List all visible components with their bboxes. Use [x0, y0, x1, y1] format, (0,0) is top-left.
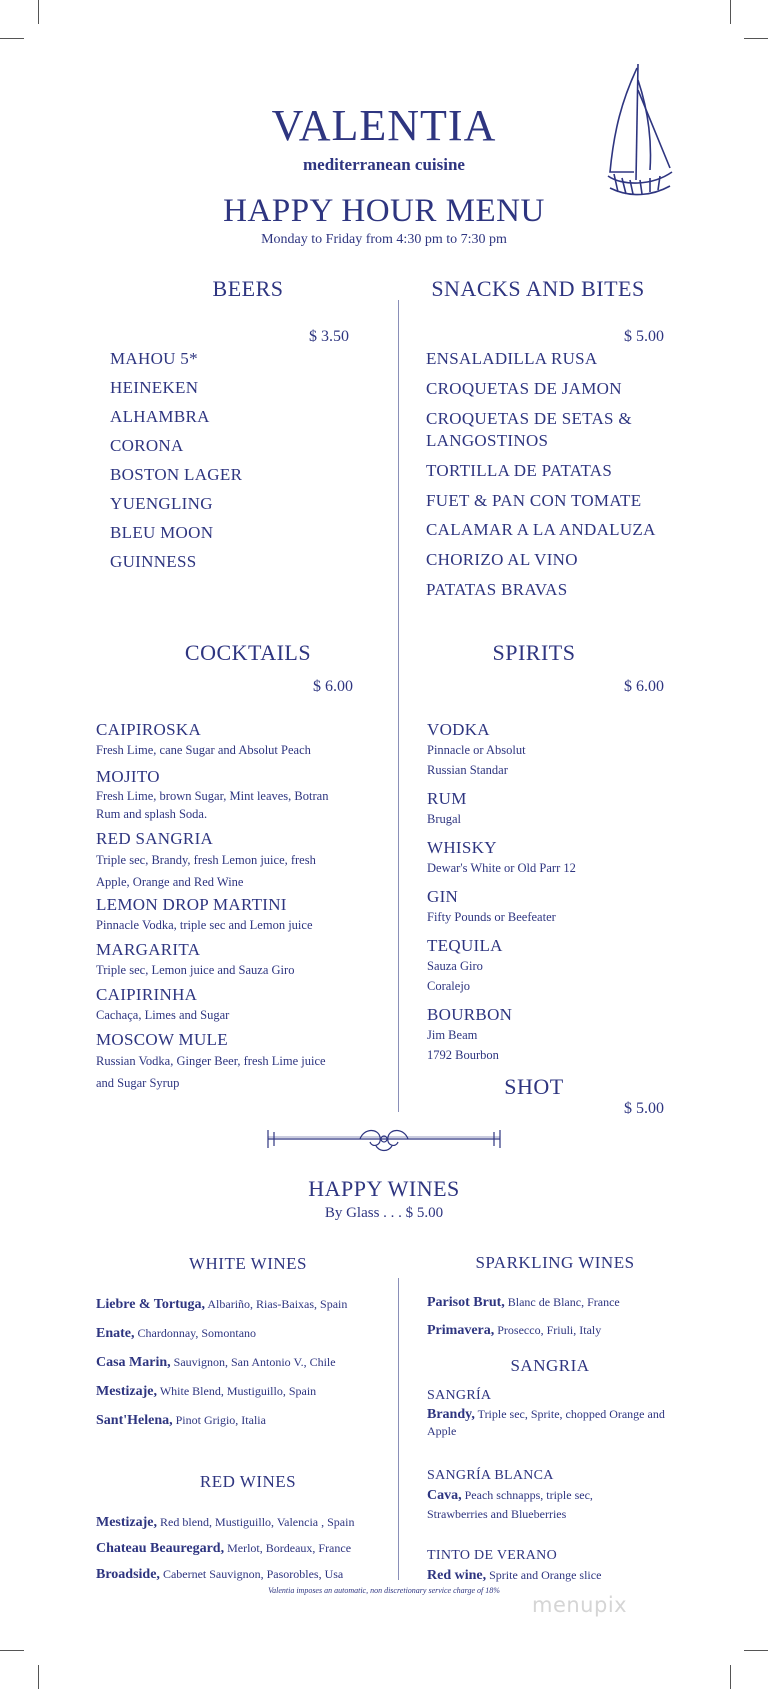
spirit-name: TEQUILA [427, 936, 503, 955]
cocktail-name: RED SANGRIA [96, 829, 214, 848]
cocktail-name: LEMON DROP MARTINI [96, 895, 287, 914]
wine-desc: Cabernet Sauvignon, Pasorobles, Usa [162, 1567, 344, 1581]
cocktail-desc: and Sugar Syrup [96, 1076, 180, 1090]
sangria-list [427, 1386, 677, 1585]
spirit-desc: Jim Beam [427, 1028, 478, 1042]
list-item [427, 936, 667, 996]
list-item [96, 1514, 396, 1540]
list-item [96, 895, 391, 935]
wine-name: Mestizaje, [96, 1384, 158, 1399]
snacks-heading: SNACKS AND BITES [431, 276, 645, 301]
list-item [427, 1386, 677, 1466]
list-item: PATATAS BRAVAS [426, 580, 568, 599]
wine-name: Broadside, [96, 1567, 160, 1582]
red-wines-heading: RED WINES [199, 1472, 297, 1491]
sangria-name: SANGRÍA BLANCA [427, 1468, 554, 1483]
wine-desc: Prosecco, Friuli, Italy [497, 1323, 602, 1337]
white-wines-heading: WHITE WINES [188, 1254, 308, 1273]
wine-desc: Blanc de Blanc, France [507, 1295, 620, 1309]
wine-name: Parisot Brut, [427, 1295, 505, 1310]
list-item [96, 1325, 396, 1354]
shot-price: $ 5.00 [624, 1100, 664, 1117]
list-item: FUET & PAN CON TOMATE [426, 491, 642, 510]
list-item [96, 1354, 396, 1383]
cocktail-desc: Russian Vodka, Ginger Beer, fresh Lime juice [96, 1054, 326, 1068]
cocktail-desc: Rum and splash Soda. [96, 807, 208, 821]
wine-name: Primavera, [427, 1323, 495, 1338]
spirit-desc: Dewar's White or Old Parr 12 [427, 861, 576, 875]
column-divider [398, 300, 399, 1112]
list-item [427, 838, 667, 878]
column-divider [398, 1278, 399, 1580]
sangria-desc: Strawberries and Blueberries [427, 1507, 567, 1521]
crop-mark [730, 1665, 731, 1689]
sangria-desc: Sprite and Orange slice [489, 1568, 602, 1582]
cocktail-desc: Cachaça, Limes and Sugar [96, 1008, 230, 1022]
list-item: CALAMAR A LA ANDALUZA [426, 520, 656, 539]
list-item [96, 1030, 391, 1094]
cocktail-name: MOSCOW MULE [96, 1030, 228, 1049]
snacks-list [426, 348, 656, 609]
crop-mark [38, 1665, 39, 1689]
crop-mark [38, 0, 39, 24]
list-item: CORONA [110, 436, 184, 455]
spirit-desc: Coralejo [427, 979, 471, 993]
sangria-base: Red wine, [427, 1568, 487, 1583]
sangria-heading: SANGRIA [510, 1356, 590, 1375]
watermark: menupix [532, 1593, 628, 1617]
list-item: CROQUETAS DE JAMON [426, 379, 622, 398]
brand-name: VALENTIA [271, 101, 497, 150]
spirit-name: WHISKY [427, 838, 497, 857]
sangria-base: Brandy, [427, 1407, 475, 1422]
cocktail-name: CAIPIROSKA [96, 720, 202, 739]
spirits-list [427, 720, 667, 1065]
white-wines-list [96, 1296, 396, 1441]
wine-name: Sant'Helena, [96, 1413, 173, 1428]
list-item: CROQUETAS DE SETAS & [426, 409, 632, 428]
cocktails-price: $ 6.00 [313, 678, 353, 695]
sangria-name: TINTO DE VERANO [427, 1548, 557, 1563]
wine-desc: Pinot Grigio, Italia [175, 1413, 266, 1427]
wine-desc: Sauvignon, San Antonio V., Chile [173, 1355, 336, 1369]
spirits-price: $ 6.00 [624, 678, 664, 695]
beers-price: $ 3.50 [309, 328, 349, 345]
spirit-name: RUM [427, 789, 467, 808]
wine-name: Casa Marin, [96, 1355, 171, 1370]
sangria-desc: Peach schnapps, triple sec, [464, 1488, 593, 1502]
sangria-desc: Apple [427, 1424, 457, 1438]
cocktail-desc: Fresh Lime, cane Sugar and Absolut Peach [96, 743, 311, 757]
list-item: LANGOSTINOS [426, 431, 549, 450]
sparkling-wines-list [427, 1294, 677, 1350]
sparkling-wines-heading: SPARKLING WINES [475, 1253, 635, 1272]
list-item [427, 1322, 677, 1350]
sangria-base: Cava, [427, 1488, 462, 1503]
service-charge-note: Valentia imposes an automatic, non discretionary service charge of 18% [268, 1586, 500, 1595]
list-item: BOSTON LAGER [110, 465, 243, 484]
cocktail-name: MARGARITA [96, 940, 201, 959]
cocktails-heading: COCKTAILS [184, 640, 312, 665]
crop-mark [744, 38, 768, 39]
list-item: CHORIZO AL VINO [426, 550, 578, 569]
list-item [427, 887, 667, 927]
cocktail-name: MOJITO [96, 767, 160, 786]
cocktail-desc: Fresh Lime, brown Sugar, Mint leaves, Botran [96, 789, 329, 803]
list-item: TORTILLA DE PATATAS [426, 461, 613, 480]
list-item [96, 720, 391, 760]
snacks-price: $ 5.00 [624, 328, 664, 345]
beers-list [110, 348, 242, 580]
sangria-desc: Triple sec, Sprite, chopped Orange and [477, 1407, 665, 1421]
crop-mark [744, 1650, 768, 1651]
cocktails-list [96, 720, 391, 1094]
cocktail-desc: Triple sec, Lemon juice and Sauza Giro [96, 963, 295, 977]
list-item [427, 789, 667, 829]
hours-subtitle: Monday to Friday from 4:30 pm to 7:30 pm [261, 232, 507, 247]
list-item [96, 1412, 396, 1441]
crop-mark [730, 0, 731, 24]
spirit-desc: Fifty Pounds or Beefeater [427, 910, 556, 924]
brand-tagline: mediterranean cuisine [303, 155, 465, 174]
spirit-name: GIN [427, 887, 459, 906]
list-item [427, 720, 667, 780]
wine-name: Mestizaje, [96, 1515, 158, 1530]
wine-desc: Merlot, Bordeaux, France [227, 1541, 352, 1555]
spirit-name: VODKA [427, 720, 490, 739]
list-item [96, 1383, 396, 1412]
wine-name: Liebre & Tortuga, [96, 1297, 206, 1312]
spirit-name: BOURBON [427, 1005, 513, 1024]
list-item [427, 1466, 677, 1546]
list-item: MAHOU 5* [110, 349, 198, 368]
list-item: GUINNESS [110, 552, 197, 571]
spirit-desc: Sauza Giro [427, 959, 483, 973]
wine-desc: White Blend, Mustiguillo, Spain [159, 1384, 317, 1398]
list-item [427, 1546, 677, 1585]
beers-heading: BEERS [212, 276, 284, 301]
cocktail-name: CAIPIRINHA [96, 985, 198, 1004]
list-item [96, 985, 391, 1025]
wine-desc: Chardonnay, Somontano [137, 1326, 257, 1340]
wine-name: Chateau Beauregard, [96, 1541, 225, 1556]
wine-desc: Albariño, Rias-Baixas, Spain [207, 1297, 348, 1311]
list-item [96, 829, 391, 893]
wines-heading: HAPPY WINES [308, 1176, 460, 1201]
list-item: ALHAMBRA [110, 407, 210, 426]
spirit-desc: 1792 Bourbon [427, 1048, 499, 1062]
list-item: HEINEKEN [110, 378, 199, 397]
list-item: ENSALADILLA RUSA [426, 349, 598, 368]
list-item [96, 767, 391, 823]
list-item [96, 1296, 396, 1325]
spirit-desc: Brugal [427, 812, 462, 826]
crop-mark [0, 38, 24, 39]
list-item: BLEU MOON [110, 523, 214, 542]
page-title: HAPPY HOUR MENU [223, 193, 545, 229]
list-item [427, 1294, 677, 1322]
spirits-heading: SPIRITS [492, 640, 576, 665]
list-item [427, 1005, 667, 1065]
wine-desc: Red blend, Mustiguillo, Valencia , Spain [160, 1515, 355, 1529]
wines-by-glass: By Glass . . . $ 5.00 [324, 1205, 444, 1221]
list-item [96, 940, 391, 980]
cocktail-desc: Triple sec, Brandy, fresh Lemon juice, fresh [96, 853, 316, 867]
spirit-desc: Russian Standar [427, 763, 508, 777]
red-wines-list [96, 1514, 396, 1592]
cocktail-desc: Apple, Orange and Red Wine [96, 875, 244, 889]
ornament-divider [264, 1124, 504, 1154]
spirit-desc: Pinnacle or Absolut [427, 743, 526, 757]
shot-heading: SHOT [504, 1074, 564, 1099]
cocktail-desc: Pinnacle Vodka, triple sec and Lemon juice [96, 918, 313, 932]
list-item [96, 1540, 396, 1566]
crop-mark [0, 1650, 24, 1651]
wine-name: Enate, [96, 1326, 135, 1341]
sangria-name: SANGRÍA [427, 1388, 492, 1403]
list-item: YUENGLING [110, 494, 213, 513]
